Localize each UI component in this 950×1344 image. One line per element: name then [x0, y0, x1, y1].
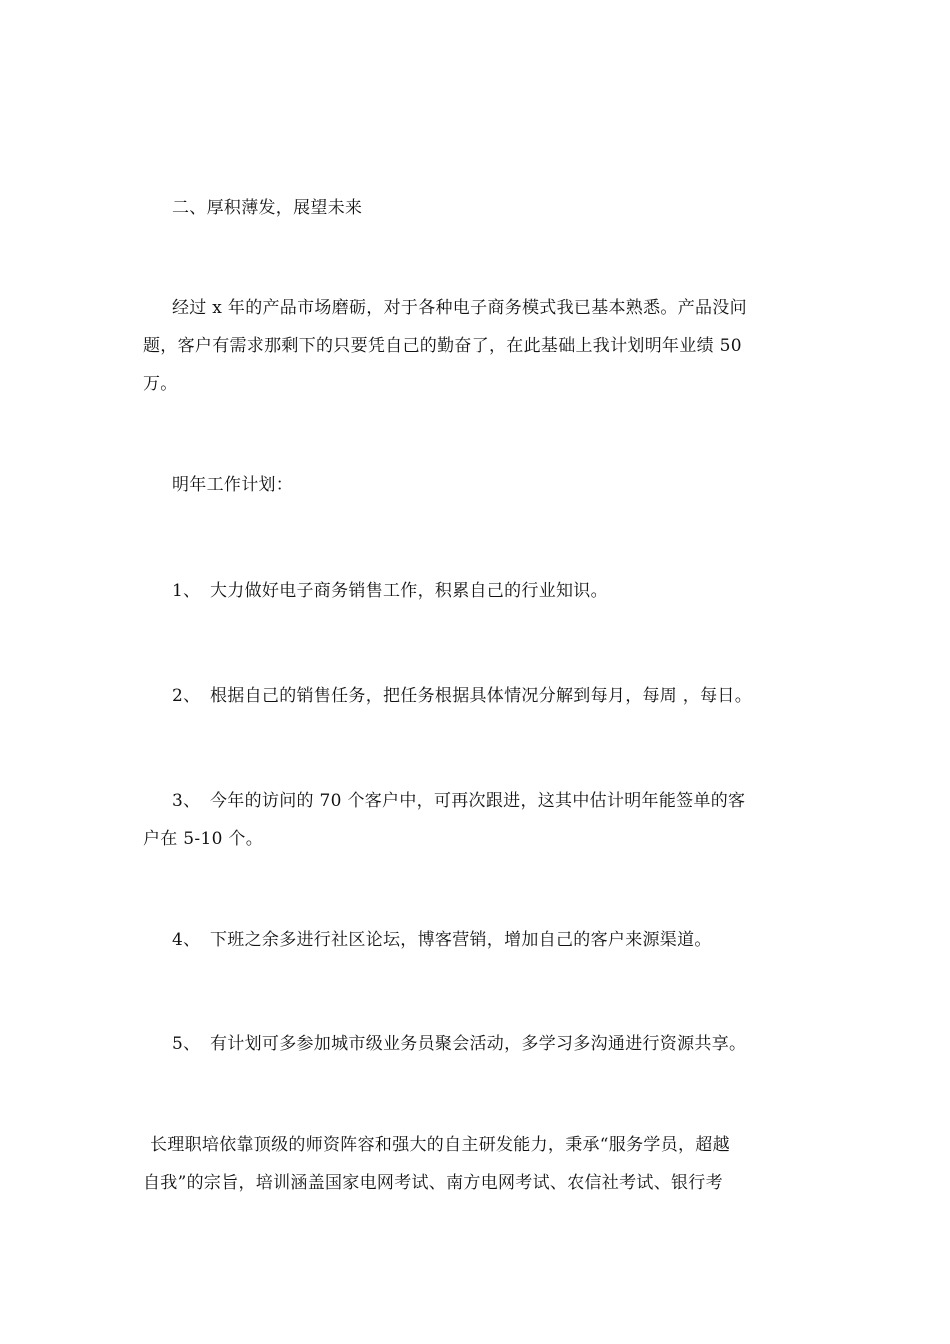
section-heading: 二、厚积薄发，展望未来 [172, 198, 363, 218]
plan-item-number: 5、 [172, 1034, 201, 1054]
plan-item-2 [172, 677, 752, 715]
plan-item-3 [172, 782, 745, 820]
plan-item-text: 大力做好电子商务销售工作，积累自己的行业知识。 [210, 581, 608, 601]
plan-item-number: 4、 [172, 930, 201, 950]
plan-title: 明年工作计划： [172, 475, 294, 495]
plan-item-1 [172, 572, 608, 610]
plan-item-number: 3、 [172, 791, 201, 811]
plan-item-5 [172, 1025, 746, 1063]
plan-item-3-continuation: 户在 5-10 个。 [143, 829, 263, 849]
plan-item-text: 今年的访问的 70 个客户中，可再次跟进，这其中估计明年能签单的客 [210, 791, 746, 811]
plan-item-number: 2、 [172, 686, 201, 706]
intro-line-3: 万。 [143, 374, 178, 394]
intro-line-2: 题，客户有需求那剩下的只要凭自己的勤奋了，在此基础上我计划明年业绩 50 [143, 336, 742, 356]
plan-item-text: 有计划可多参加城市级业务员聚会活动，多学习多沟通进行资源共享。 [210, 1034, 747, 1054]
plan-item-4 [172, 921, 712, 959]
footer-line-1: 长理职培依靠顶级的师资阵容和强大的自主研发能力，秉承“服务学员，超越 [150, 1135, 730, 1155]
footer-line-2: 自我”的宗旨，培训涵盖国家电网考试、南方电网考试、农信社考试、银行考 [143, 1173, 723, 1193]
plan-item-number: 1、 [172, 581, 201, 601]
plan-item-text: 下班之余多进行社区论坛，博客营销，增加自己的客户来源渠道。 [210, 930, 712, 950]
plan-item-text: 根据自己的销售任务，把任务根据具体情况分解到每月，每周 ，每日。 [210, 686, 753, 706]
intro-line-1: 经过 x 年的产品市场磨砺，对于各种电子商务模式我已基本熟悉。产品没问 [172, 298, 747, 318]
